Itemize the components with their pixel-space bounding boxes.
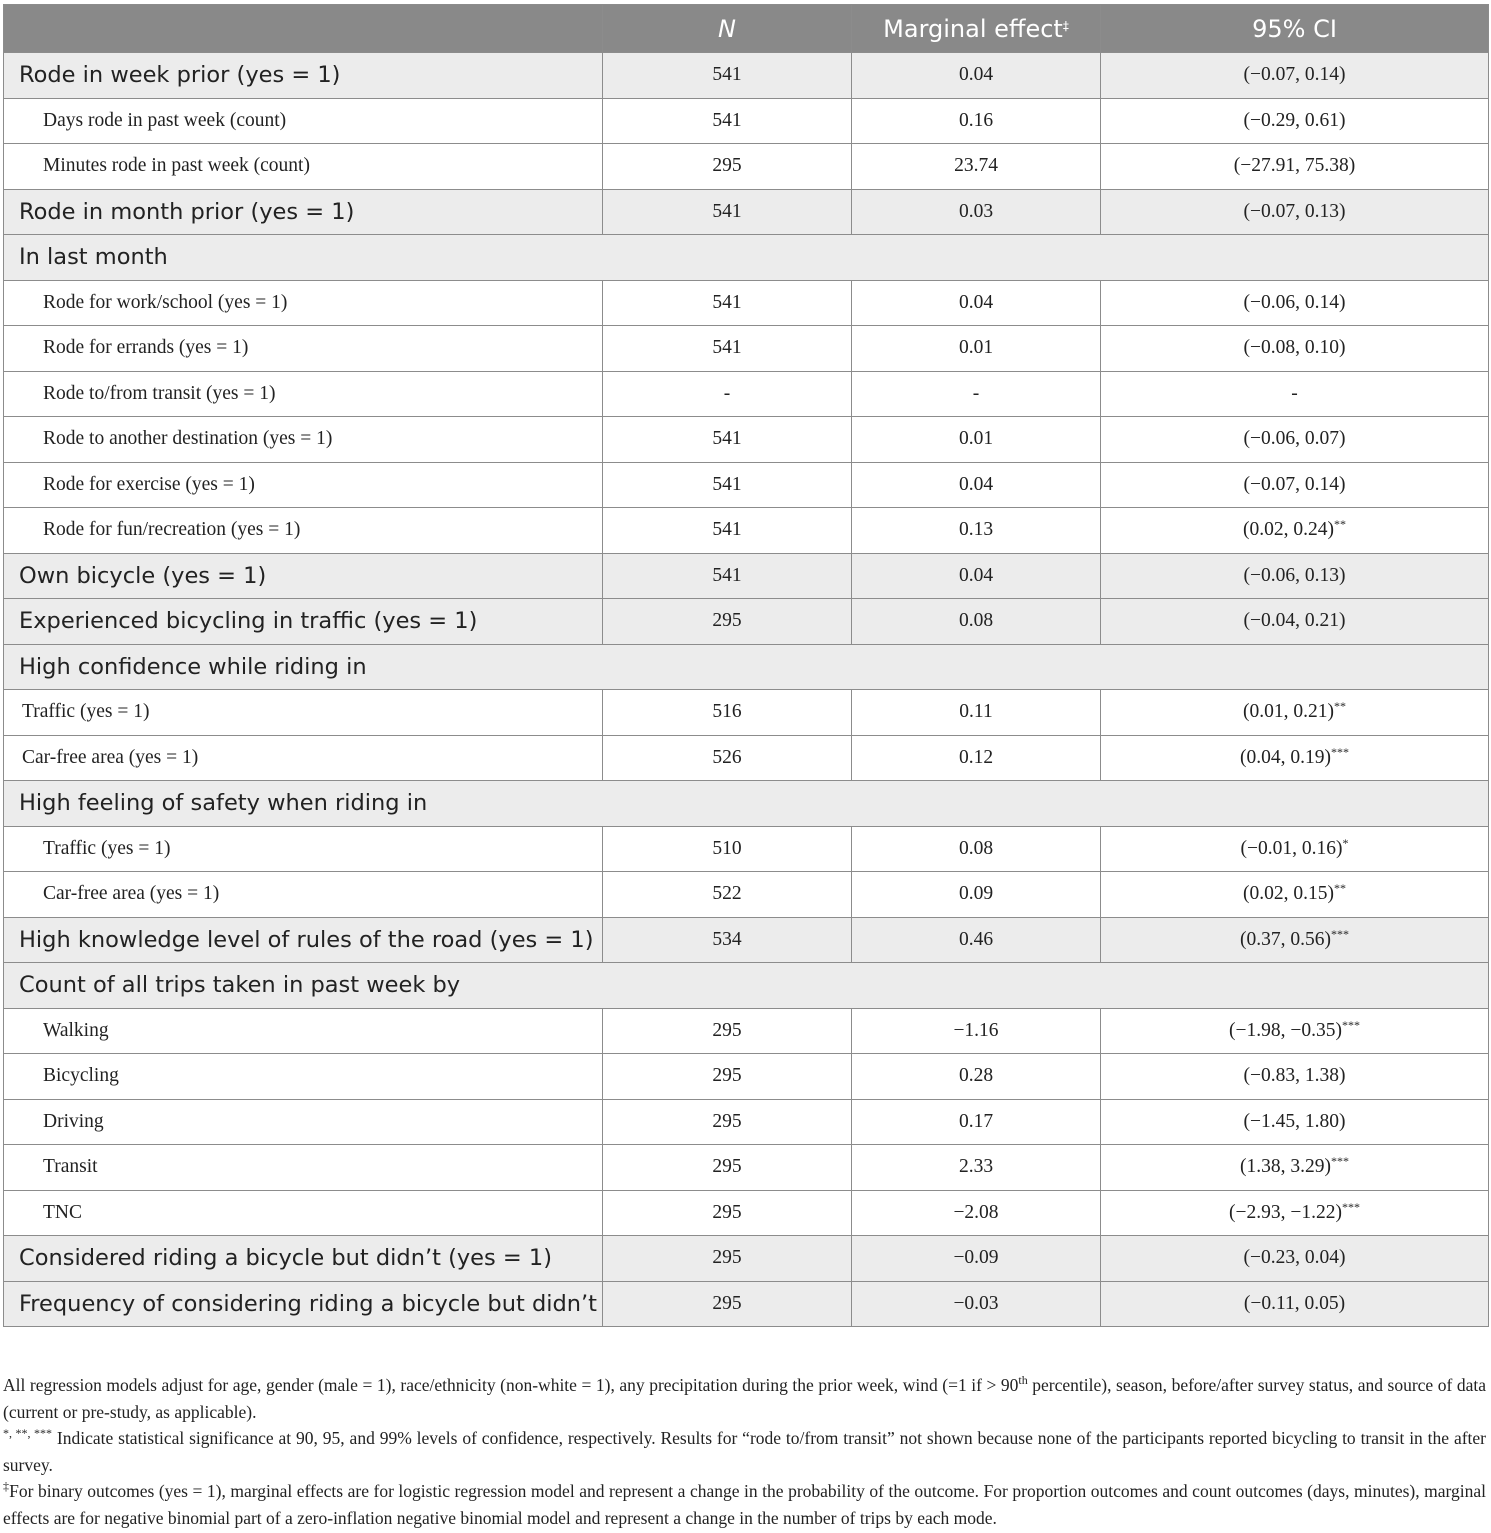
row-label: Rode in week prior (yes = 1): [4, 53, 603, 99]
marginal-effect-cell: −2.08: [852, 1190, 1101, 1236]
footnote-adjustments-text-a: All regression models adjust for age, gender (male = 1), race/ethnicity (non-white = 1), any precipitation during the prior week, wind (=1 if > 90: [3, 1375, 1019, 1395]
n-cell: 295: [603, 599, 852, 645]
ci-value: (−0.23, 0.04): [1243, 1247, 1346, 1269]
ci-cell: [1101, 98, 1489, 144]
footnote-adjustments-sup: th: [1018, 1373, 1028, 1387]
marginal-effect-cell: 0.08: [852, 599, 1101, 645]
row-label: Walking: [4, 1008, 603, 1054]
marginal-effect-cell: 0.08: [852, 826, 1101, 872]
significance-marker: ***: [1331, 926, 1349, 941]
row-label: Driving: [4, 1099, 603, 1145]
n-cell: 541: [603, 417, 852, 463]
row-label: Transit: [4, 1145, 603, 1191]
marginal-effects-table: [3, 4, 1489, 1327]
marginal-effect-cell: -: [852, 371, 1101, 417]
row-label: Bicycling: [4, 1054, 603, 1100]
footnote-marginal-effects-text: For binary outcomes (yes = 1), marginal effects are for logistic regression model and represent a change in the probability of the outcome. For proportion outcomes and count outcomes (days, minutes), marginal effects are for negative binomial part of a zero-inflation negative binomial model and represent a change in the number of trips by each mode.: [3, 1481, 1487, 1528]
row-label: Rode for errands (yes = 1): [4, 326, 603, 372]
row-label: Rode for fun/recreation (yes = 1): [4, 508, 603, 554]
ci-cell: [1101, 1281, 1489, 1327]
header-n: N: [603, 5, 852, 53]
significance-marker: ***: [1341, 1199, 1360, 1214]
n-cell: 295: [603, 1099, 852, 1145]
table-section-row: [4, 781, 1489, 827]
ci-cell: [1101, 189, 1489, 235]
ci-cell: [1101, 1236, 1489, 1282]
footnote-significance-text: Indicate statistical significance at 90, 95, and 99% levels of confidence, respectively. Results for “rode to/from transit” not shown because none of the participants reported bicycling to transit in the after survey.: [3, 1428, 1486, 1475]
section-label: High confidence while riding in: [4, 644, 603, 690]
marginal-effect-cell: 0.28: [852, 1054, 1101, 1100]
marginal-effect-cell: 0.04: [852, 462, 1101, 508]
row-label: Rode to/from transit (yes = 1): [4, 371, 603, 417]
table-row: [4, 371, 1489, 417]
ci-value: -: [1291, 382, 1298, 404]
footnote-adjustments-text-b: percentile), season, before/after survey status, and source of data (current or pre-study, as applicable).: [3, 1375, 1486, 1422]
table-section-row: [4, 235, 1489, 281]
ci-value: (−0.83, 1.38): [1243, 1065, 1346, 1087]
row-label: Frequency of considering riding a bicycle but didn’t: [4, 1281, 603, 1327]
significance-marker: **: [1334, 881, 1346, 896]
ci-cell: [1101, 917, 1489, 963]
table-row: [4, 735, 1489, 781]
row-label: Rode for exercise (yes = 1): [4, 462, 603, 508]
marginal-effect-cell: 0.13: [852, 508, 1101, 554]
ci-value: (−0.01, 0.16): [1240, 837, 1343, 859]
ci-value: (−1.45, 1.80): [1243, 1110, 1346, 1132]
table-row: [4, 462, 1489, 508]
n-cell: 295: [603, 1054, 852, 1100]
table-row: [4, 1008, 1489, 1054]
ci-value: (−27.91, 75.38): [1233, 155, 1356, 177]
table-row: [4, 280, 1489, 326]
table-row: [4, 1190, 1489, 1236]
section-label: Count of all trips taken in past week by: [4, 963, 603, 1009]
ci-value: (−0.06, 0.14): [1243, 291, 1346, 313]
table-row: [4, 417, 1489, 463]
table-footnotes: [3, 1372, 1486, 1531]
n-cell: 295: [603, 1190, 852, 1236]
header-ci: 95% CI: [1101, 5, 1489, 53]
empty-cell: [1101, 644, 1489, 690]
table-row: [4, 599, 1489, 645]
row-label: Rode for work/school (yes = 1): [4, 280, 603, 326]
footnote-marginal-effects-mark: ‡: [3, 1479, 10, 1493]
marginal-effect-cell: 0.09: [852, 872, 1101, 918]
ci-value: (−0.08, 0.10): [1243, 337, 1346, 359]
ci-value: (−0.07, 0.13): [1243, 200, 1346, 222]
ci-cell: [1101, 735, 1489, 781]
header-marginal-effect: [852, 5, 1101, 53]
n-cell: 541: [603, 462, 852, 508]
ci-value: (−0.29, 0.61): [1243, 109, 1346, 131]
n-cell: 541: [603, 280, 852, 326]
ci-value: (−0.07, 0.14): [1243, 473, 1346, 495]
ci-cell: [1101, 1008, 1489, 1054]
footnote-significance: [3, 1425, 1486, 1478]
n-cell: 295: [603, 1281, 852, 1327]
table-header-row: [4, 5, 1489, 53]
ci-cell: [1101, 872, 1489, 918]
ci-cell: [1101, 1099, 1489, 1145]
empty-cell: [852, 644, 1101, 690]
header-marginal-effect-label: Marginal effect: [883, 14, 1063, 43]
row-label: Considered riding a bicycle but didn’t (yes = 1): [4, 1236, 603, 1282]
marginal-effect-cell: 0.16: [852, 98, 1101, 144]
empty-cell: [603, 963, 852, 1009]
row-label: Traffic (yes = 1): [4, 826, 603, 872]
table-row: [4, 690, 1489, 736]
ci-cell: [1101, 53, 1489, 99]
n-cell: 541: [603, 326, 852, 372]
significance-marker: ***: [1331, 1154, 1349, 1169]
significance-marker: **: [1334, 699, 1346, 714]
row-label: Minutes rode in past week (count): [4, 144, 603, 190]
marginal-effect-cell: 0.04: [852, 53, 1101, 99]
empty-cell: [852, 963, 1101, 1009]
empty-cell: [603, 644, 852, 690]
section-label: In last month: [4, 235, 603, 281]
n-cell: 526: [603, 735, 852, 781]
ci-cell: [1101, 1190, 1489, 1236]
table-row: [4, 553, 1489, 599]
ci-value: (−1.98, −0.35): [1229, 1019, 1342, 1041]
row-label: Days rode in past week (count): [4, 98, 603, 144]
ci-cell: [1101, 144, 1489, 190]
n-cell: 541: [603, 53, 852, 99]
ci-value: (−0.11, 0.05): [1243, 1292, 1346, 1314]
table-row: [4, 53, 1489, 99]
n-cell: 541: [603, 98, 852, 144]
ci-cell: [1101, 1054, 1489, 1100]
table-row: [4, 98, 1489, 144]
n-cell: 541: [603, 189, 852, 235]
footnote-adjustments: [3, 1372, 1486, 1425]
table-row: [4, 1236, 1489, 1282]
ci-cell: [1101, 690, 1489, 736]
table-section-row: [4, 644, 1489, 690]
n-cell: 295: [603, 1008, 852, 1054]
marginal-effect-cell: 0.12: [852, 735, 1101, 781]
row-label: Car-free area (yes = 1): [4, 735, 603, 781]
significance-marker: *: [1342, 835, 1349, 850]
ci-cell: [1101, 417, 1489, 463]
table-row: [4, 508, 1489, 554]
ci-value: (0.04, 0.19): [1240, 746, 1331, 768]
ci-value: (−0.07, 0.14): [1243, 64, 1346, 86]
row-label: TNC: [4, 1190, 603, 1236]
marginal-effect-cell: −0.09: [852, 1236, 1101, 1282]
ci-cell: [1101, 599, 1489, 645]
ci-cell: [1101, 826, 1489, 872]
ci-cell: [1101, 371, 1489, 417]
marginal-effect-cell: 0.01: [852, 417, 1101, 463]
table-row: [4, 826, 1489, 872]
ci-value: (−0.04, 0.21): [1243, 610, 1346, 632]
ci-value: (0.02, 0.24): [1243, 519, 1334, 541]
empty-cell: [603, 781, 852, 827]
table-row: [4, 1145, 1489, 1191]
table-row: [4, 1054, 1489, 1100]
empty-cell: [852, 235, 1101, 281]
ci-value: (0.01, 0.21): [1243, 701, 1334, 723]
marginal-effect-cell: −1.16: [852, 1008, 1101, 1054]
ci-cell: [1101, 326, 1489, 372]
marginal-effect-cell: 0.46: [852, 917, 1101, 963]
table-row: [4, 872, 1489, 918]
row-label: Own bicycle (yes = 1): [4, 553, 603, 599]
table-row: [4, 917, 1489, 963]
table-row: [4, 1099, 1489, 1145]
results-table-container: [3, 4, 1488, 1327]
n-cell: 534: [603, 917, 852, 963]
significance-marker: **: [1334, 517, 1346, 532]
marginal-effect-cell: 2.33: [852, 1145, 1101, 1191]
n-cell: 295: [603, 144, 852, 190]
n-cell: 295: [603, 1145, 852, 1191]
marginal-effect-cell: 0.04: [852, 553, 1101, 599]
ci-cell: [1101, 508, 1489, 554]
empty-cell: [1101, 235, 1489, 281]
empty-cell: [852, 781, 1101, 827]
table-row: [4, 326, 1489, 372]
ci-value: (−2.93, −1.22): [1229, 1201, 1342, 1223]
marginal-effect-cell: 0.17: [852, 1099, 1101, 1145]
n-cell: -: [603, 371, 852, 417]
marginal-effect-cell: 0.04: [852, 280, 1101, 326]
n-cell: 510: [603, 826, 852, 872]
marginal-effect-cell: 23.74: [852, 144, 1101, 190]
row-label: Car-free area (yes = 1): [4, 872, 603, 918]
header-outcome: [4, 5, 603, 53]
footnote-significance-marks: *, **, ***: [3, 1426, 53, 1440]
row-label: Experienced bicycling in traffic (yes = 1): [4, 599, 603, 645]
row-label: High knowledge level of rules of the road (yes = 1): [4, 917, 603, 963]
ci-cell: [1101, 553, 1489, 599]
ci-cell: [1101, 462, 1489, 508]
n-cell: 541: [603, 508, 852, 554]
n-cell: 516: [603, 690, 852, 736]
empty-cell: [603, 235, 852, 281]
table-body: [4, 53, 1489, 1327]
n-cell: 522: [603, 872, 852, 918]
marginal-effect-cell: 0.01: [852, 326, 1101, 372]
table-row: [4, 1281, 1489, 1327]
ci-cell: [1101, 1145, 1489, 1191]
row-label: Rode to another destination (yes = 1): [4, 417, 603, 463]
empty-cell: [1101, 781, 1489, 827]
ci-value: (−0.06, 0.07): [1243, 428, 1346, 450]
significance-marker: ***: [1341, 1017, 1360, 1032]
marginal-effect-cell: 0.11: [852, 690, 1101, 736]
section-label: High feeling of safety when riding in: [4, 781, 603, 827]
empty-cell: [1101, 963, 1489, 1009]
marginal-effect-cell: 0.03: [852, 189, 1101, 235]
ci-value: (−0.06, 0.13): [1243, 564, 1346, 586]
ci-value: (1.38, 3.29): [1240, 1156, 1331, 1178]
table-row: [4, 144, 1489, 190]
table-row: [4, 189, 1489, 235]
n-cell: 295: [603, 1236, 852, 1282]
ci-cell: [1101, 280, 1489, 326]
ci-value: (0.02, 0.15): [1243, 883, 1334, 905]
footnote-marginal-effects: [3, 1478, 1486, 1531]
significance-marker: ***: [1331, 744, 1349, 759]
n-cell: 541: [603, 553, 852, 599]
marginal-effect-cell: −0.03: [852, 1281, 1101, 1327]
ci-value: (0.37, 0.56): [1240, 928, 1331, 950]
row-label: Traffic (yes = 1): [4, 690, 603, 736]
table-section-row: [4, 963, 1489, 1009]
row-label: Rode in month prior (yes = 1): [4, 189, 603, 235]
header-marginal-effect-mark: ‡: [1062, 18, 1069, 33]
